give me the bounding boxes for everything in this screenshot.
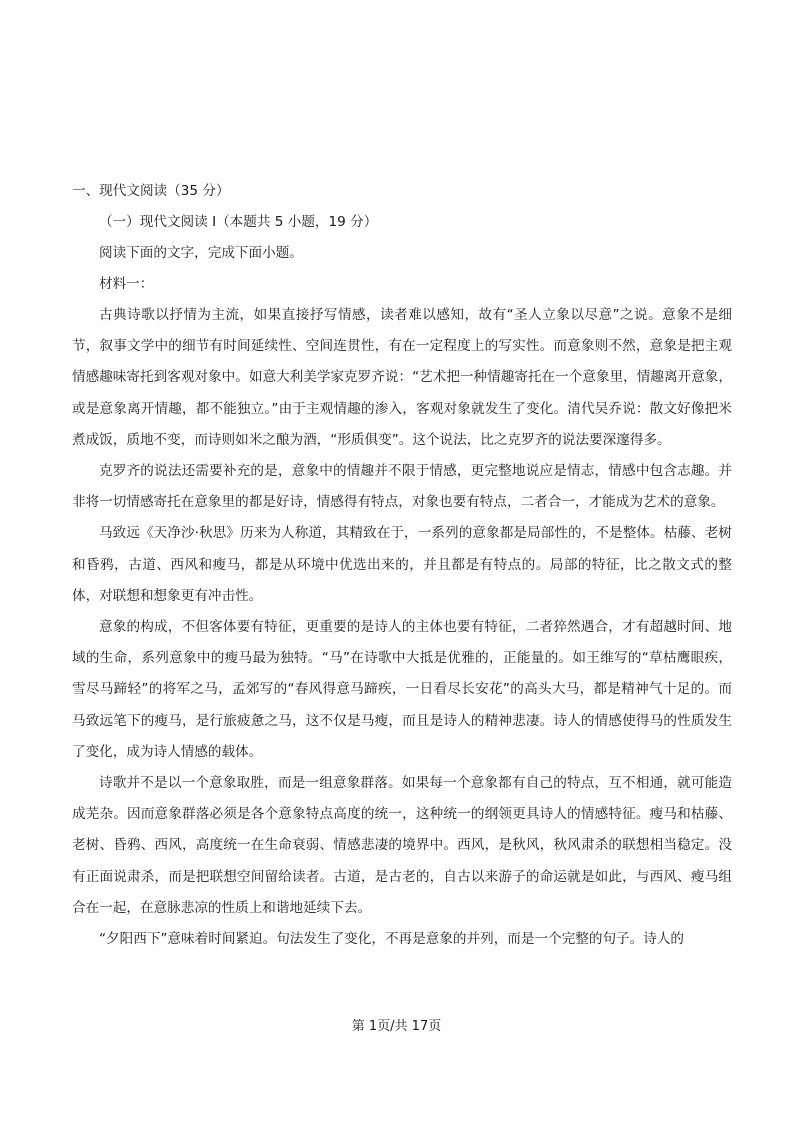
paragraph-1: 古典诗歌以抒情为主流，如果直接抒写情感，读者难以感知，故有“圣人立象以尽意”之说。意象不是细节，叙事文学中的细节有时间延续性、空间连贯性，有在一定程度上的写实性。而意象则不然，意象是把主观情感趣味寄托到客观对象中。如意大利美学家克罗齐说：“艺术把一种情趣寄托在一个意象里，情趣离开意象，或是意象离开情趣，都不能独立。”由于主观情趣的渗入，客观对象就发生了变化。清代吴乔说：散文好像把米煮成饭，质地不变，而诗则如米之酿为酒，“形质俱变”。这个说法，比之克罗齐的说法要深邃得多。 <box>72 307 732 448</box>
paragraph-6: “夕阳西下”意味着时间紧迫。句法发生了变化，不再是意象的并列，而是一个完整的句子。诗人的 <box>99 931 685 948</box>
paragraph-5: 诗歌并不是以一个意象取胜，而是一组意象群落。如果每一个意象都有自己的特点，互不相通，就可能造成芜杂。因而意象群落必须是各个意象特点高度的统一，这种统一的纲领更具诗人的情感特征。瘦马和枯藤、老树、昏鸦、西风，高度统一在生命衰弱、情感悲凄的境界中。西风，是秋风，秋风肃杀的联想相当稳定。没有正面说肃杀，而是把联想空间留给读者。古道，是古老的，自古以来游子的命运就是如此，与西风、瘦马组合在一起，在意脉悲凉的性质上和谐地延续下去。 <box>72 775 732 916</box>
section-title: 一、现代文阅读（35 分） <box>72 183 230 199</box>
paragraph-4: 意象的构成，不但客体要有特征，更重要的是诗人的主体也要有特征，二者猝然遇合，才有超越时间、地域的生命，系列意象中的瘦马最为独特。“马”在诗歌中大抵是优雅的，正能量的。如王维写的“草枯鹰眼疾，雪尽马蹄轻”的将军之马，孟郊写的“春风得意马蹄疾，一日看尽长安花”的高头大马，都是精神气十足的。而马致远笔下的瘦马，是行旅疲惫之马，这不仅是马瘦，而且是诗人的精神悲凄。诗人的情感使得马的性质发生了变化，成为诗人情感的载体。 <box>72 619 732 760</box>
paragraph-3: 马致远《天净沙·秋思》历来为人称道，其精致在于，一系列的意象都是局部性的，不是整体。枯藤、老树和昏鸦，古道、西风和瘦马，都是从环境中优选出来的，并且都是有特点的。局部的特征，比之散文式的整体，对联想和想象更有冲击性。 <box>72 525 732 604</box>
page-footer: 第 1页/共 17页 <box>351 1019 442 1034</box>
paragraph-2: 克罗齐的说法还需要补充的是，意象中的情趣并不限于情感，更完整地说应是情志，情感中包含志趣。并非将一切情感寄托在意象里的都是好诗，情感得有特点，对象也要有特点，二者合一，才能成为艺术的意象。 <box>72 463 732 511</box>
material-label: 材料一： <box>99 276 154 292</box>
document-content <box>72 176 732 955</box>
section-subtitle: （一）现代文阅读 I（本题共 5 小题，19 分） <box>99 214 378 230</box>
reading-instruction: 阅读下面的文字，完成下面小题。 <box>99 245 303 261</box>
